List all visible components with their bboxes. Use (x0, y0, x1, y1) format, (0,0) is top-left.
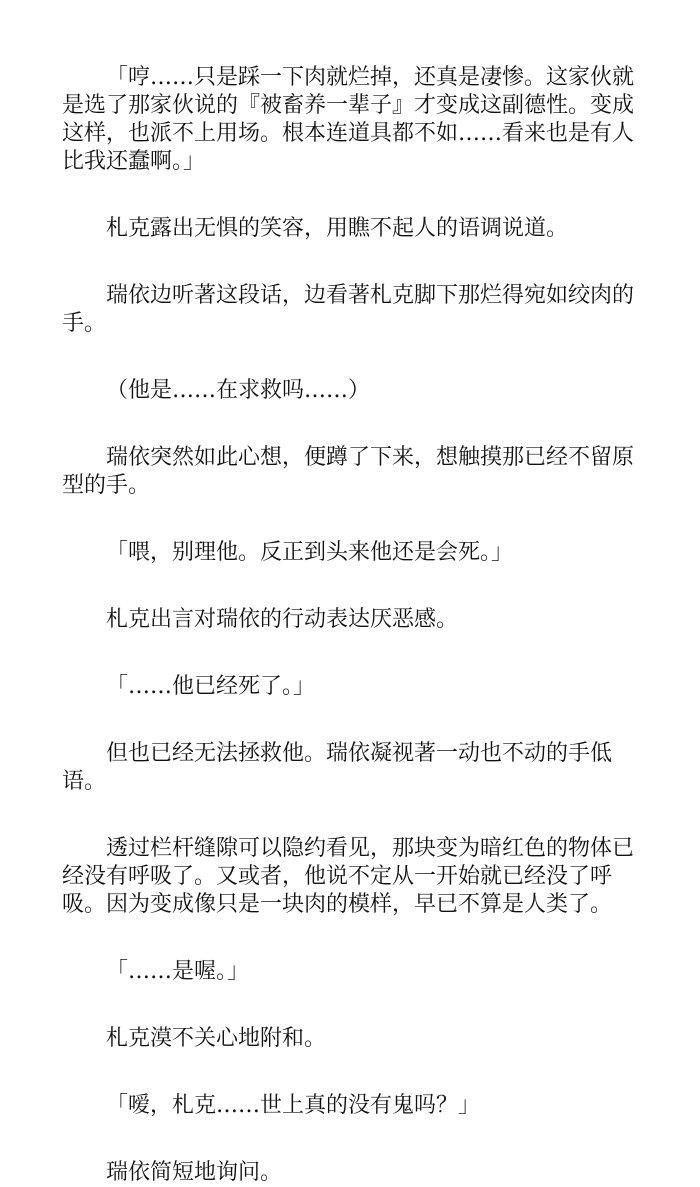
paragraph: 「哼……只是踩一下肉就烂掉，还真是凄惨。这家伙就是选了那家伙说的『被畜养一辈子』才变成这副德性。变成这样，也派不上用场。根本连道具都不如……看来也是有人比我还蠢啊。」 (62, 65, 635, 174)
paragraph-gap (62, 634, 647, 673)
paragraph: 透过栏杆缝隙可以隐约看见，那块变为暗红色的物体已经没有呼吸了。又或者，他说不定从一开始就已经没了呼吸。因为变成像只是一块肉的模样，早已不算是人类了。 (62, 836, 635, 917)
paragraph-gap (62, 500, 647, 539)
paragraph-gap (62, 405, 647, 444)
paragraph: 札克漠不关心地附和。 (106, 1026, 327, 1051)
paragraph: 「……是喔。」 (106, 959, 250, 984)
paragraph: 札克出言对瑞依的行动表达厌恶感。 (106, 607, 459, 632)
paragraph-gap (62, 567, 647, 606)
paragraph: 但也已经无法拯救他。瑞依凝视著一动也不动的手低语。 (62, 741, 613, 794)
paragraph: 瑞依突然如此心想，便蹲了下来，想触摸那已经不留原型的手。 (62, 445, 635, 498)
paragraph-gap (62, 1053, 647, 1092)
paragraph: 瑞依简短地询问。 (106, 1160, 283, 1185)
paragraph: 「……他已经死了。」 (106, 674, 316, 699)
paragraph-gap (62, 796, 647, 835)
paragraph-gap (62, 243, 647, 282)
paragraph-gap (62, 176, 647, 215)
paragraph-gap (62, 338, 647, 377)
paragraph: （他是……在求救吗……） (106, 378, 371, 403)
paragraph: 「喂，别理他。反正到头来他还是会死。」 (106, 540, 514, 565)
paragraph-gap (62, 919, 647, 958)
paragraph: 「嗳，札克……世上真的没有鬼吗？」 (106, 1093, 481, 1118)
paragraph: 瑞依边听著这段话，边看著札克脚下那烂得宛如绞肉的手。 (62, 283, 635, 336)
paragraph-gap (62, 1120, 647, 1159)
document-page (62, 64, 647, 1187)
paragraph-gap (62, 701, 647, 740)
paragraph: 札克露出无惧的笑容，用瞧不起人的语调说道。 (106, 216, 569, 241)
